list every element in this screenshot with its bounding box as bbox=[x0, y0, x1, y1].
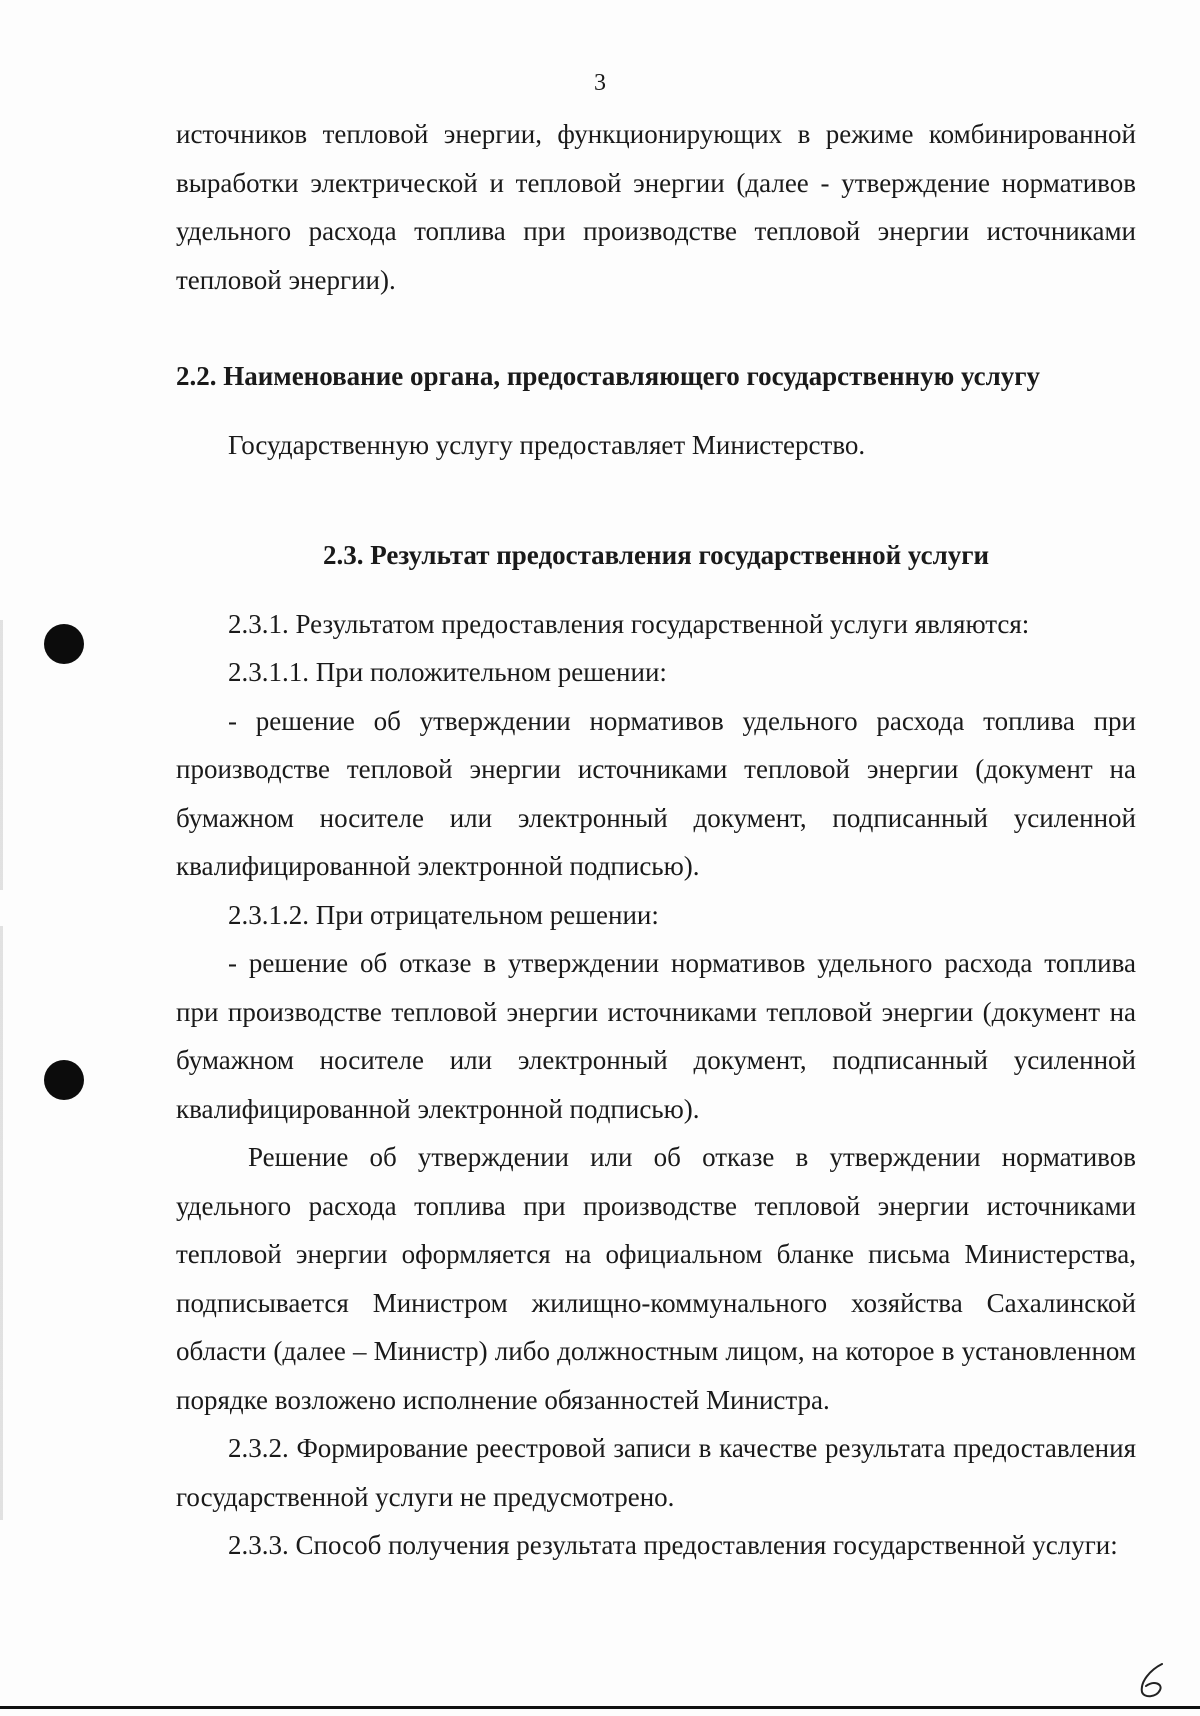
paragraph-decision: Решение об утверждении или об отказе в утверждении нормативов удельного расхода топлива при производстве тепловой энергии источниками тепловой энергии оформляется на официальном бланке письма Министерства, подписывается Министром жилищно-коммунального хозяйства Сахалинской области (далее – Министр) либо должностным лицом, на которое в установленном порядке возложено исполнение обязанностей Министра. bbox=[176, 1142, 1136, 1415]
spacer bbox=[176, 517, 1136, 531]
spacer bbox=[176, 580, 1136, 600]
spacer bbox=[176, 304, 1136, 352]
paragraph-2-3-1: 2.3.1. Результатом предоставления государственной услуги являются: bbox=[228, 608, 1030, 639]
spacer bbox=[176, 401, 1136, 421]
page-number: 3 bbox=[594, 70, 606, 96]
spacer bbox=[176, 469, 1136, 517]
scan-edge-line bbox=[0, 620, 3, 1520]
heading-2-3: 2.3. Результат предоставления государственной услуги bbox=[322, 540, 990, 570]
paragraph-intro: источников тепловой энергии, функционирующих в режиме комбинированной выработки электрической и тепловой энергии (далее - утверждение нормативов удельного расхода топлива при производстве тепловой энергии источниками тепловой энергии). bbox=[176, 119, 1136, 295]
punch-hole-icon bbox=[44, 1060, 84, 1100]
paragraph-2-3-1-2-item: - решение об отказе в утверждении нормативов удельного расхода топлива при производстве тепловой энергии источниками тепловой энергии (документ на бумажном носителе или электронный документ, подписанный усиленной квалифицированной электронной подписью). bbox=[176, 948, 1136, 1124]
paragraph-2-3-1-2: 2.3.1.2. При отрицательном решении: bbox=[228, 899, 659, 930]
punch-hole-icon bbox=[44, 624, 84, 664]
document-body bbox=[176, 110, 1136, 1570]
paragraph-2-3-3: 2.3.3. Способ получения результата предоставления государственной услуги: bbox=[228, 1530, 1118, 1560]
heading-2-2: 2.2. Наименование органа, предоставляющего государственную услугу bbox=[176, 361, 1041, 391]
paragraph-2-2: Государственную услугу предоставляет Министерство. bbox=[228, 429, 866, 460]
paragraph-2-3-1-1-item: - решение об утверждении нормативов удельного расхода топлива при производстве тепловой энергии источниками тепловой энергии (документ на бумажном носителе или электронный документ, подписанный усиленной квалифицированной электронной подписью). bbox=[176, 705, 1136, 881]
paragraph-2-3-1-1: 2.3.1.1. При положительном решении: bbox=[228, 657, 667, 687]
scan-bottom-rule bbox=[0, 1706, 1200, 1709]
handwritten-page-mark-icon bbox=[1132, 1660, 1176, 1700]
paragraph-2-3-2: 2.3.2. Формирование реестровой записи в качестве результата предоставления государственной услуги не предусмотрено. bbox=[176, 1433, 1136, 1512]
